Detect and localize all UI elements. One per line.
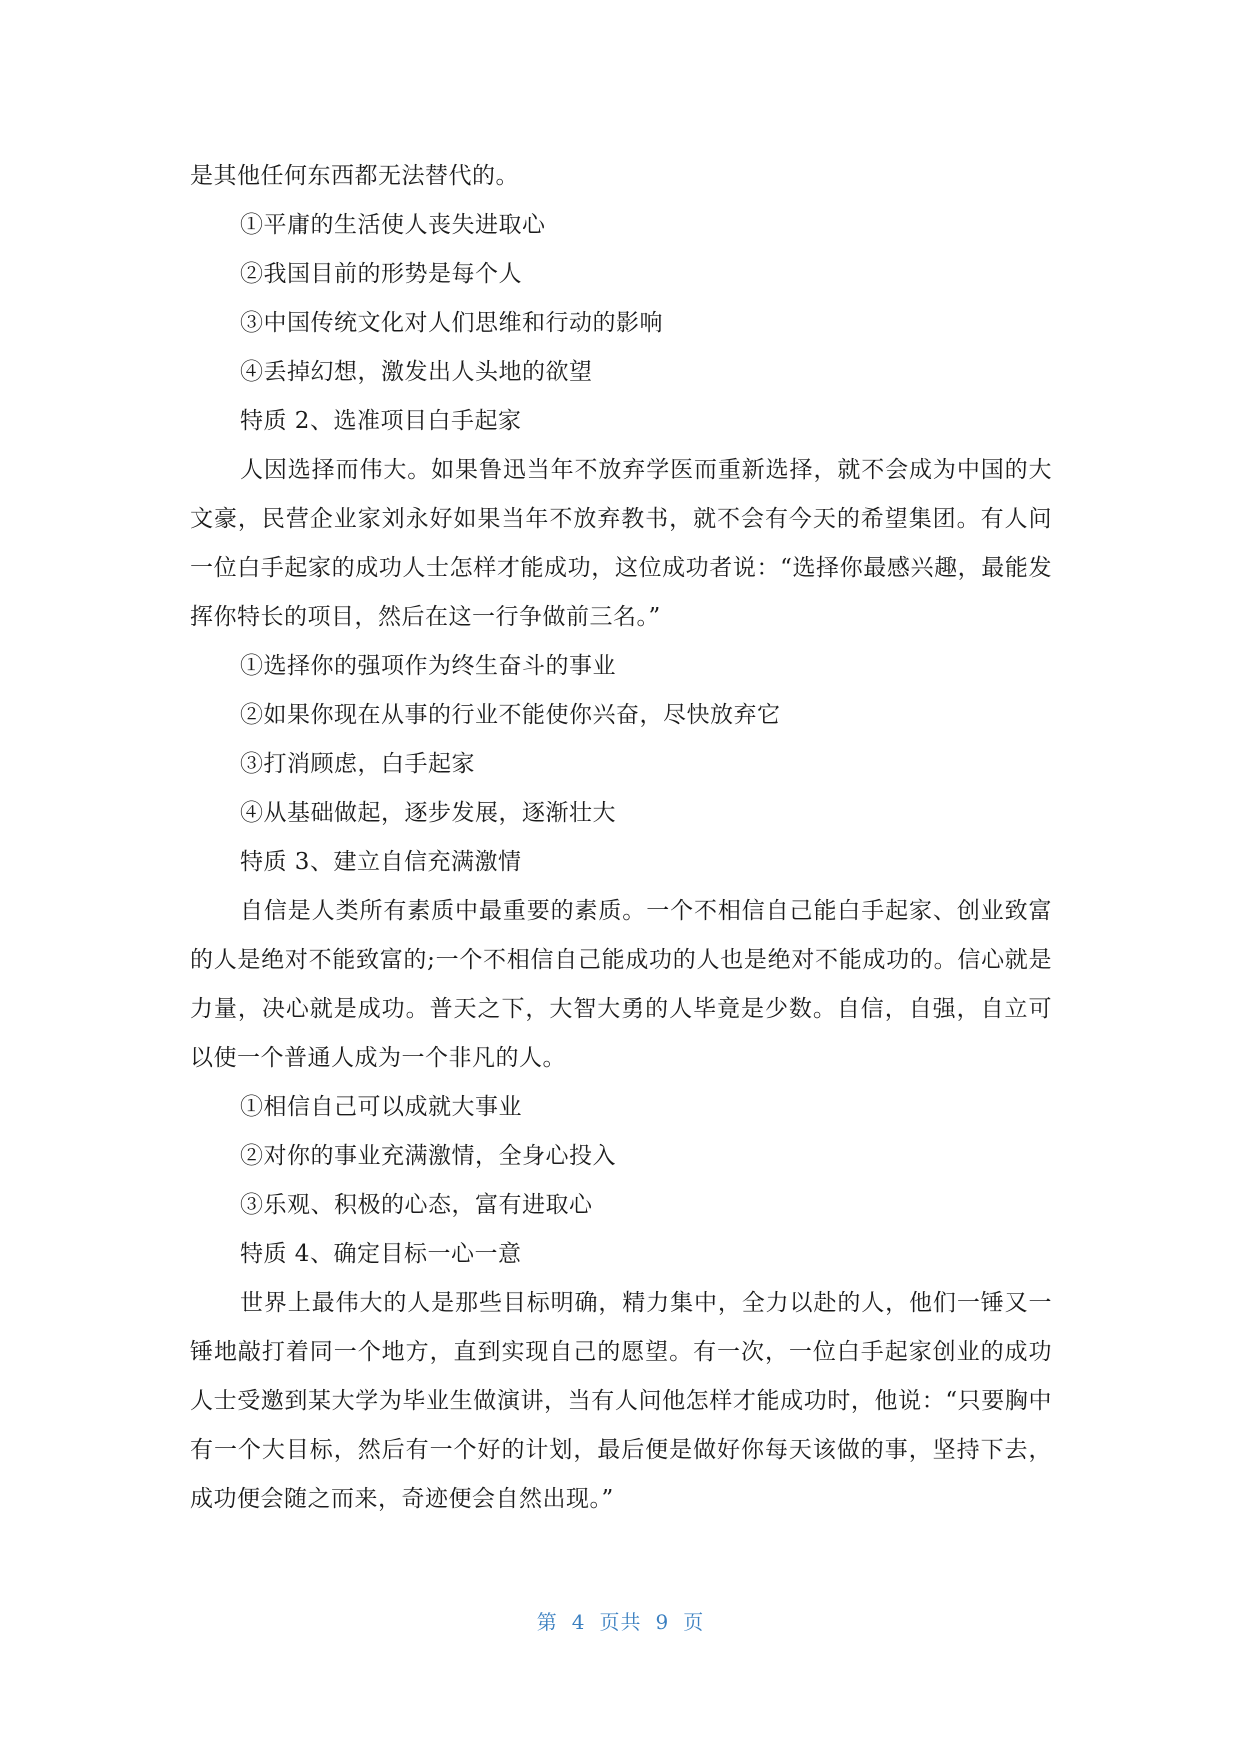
page-footer	[0, 1606, 1241, 1635]
list-item: ③乐观、积极的心态，富有进取心	[240, 1192, 593, 1218]
list-item: ③打消顾虑，白手起家	[240, 751, 475, 777]
section-heading: 特质 4、确定目标一心一意	[240, 1241, 522, 1267]
list-item: ②如果你现在从事的行业不能使你兴奋，尽快放弃它	[240, 702, 781, 728]
list-item: ①选择你的强项作为终生奋斗的事业	[240, 653, 616, 679]
footer-middle: 页共	[599, 1610, 642, 1634]
footer-suffix: 页	[683, 1610, 705, 1634]
list-item: ①平庸的生活使人丧失进取心	[240, 212, 546, 238]
list-item: ①相信自己可以成就大事业	[240, 1094, 522, 1120]
section-heading: 特质 2、选准项目白手起家	[240, 408, 522, 434]
list-item: ②对你的事业充满激情，全身心投入	[240, 1143, 616, 1169]
current-page-number: 4	[571, 1610, 586, 1634]
paragraph: 自信是人类所有素质中最重要的素质。一个不相信自己能白手起家、创业致富的人是绝对不能致富的;一个不相信自己能成功的人也是绝对不能成功的。信心就是力量，决心就是成功。普天之下，大智大勇的人毕竟是少数。自信，自强，自立可以使一个普通人成为一个非凡的人。	[190, 898, 1052, 1071]
paragraph: 是其他任何东西都无法替代的。	[190, 163, 519, 189]
section-heading: 特质 3、建立自信充满激情	[240, 849, 522, 875]
list-item: ④从基础做起，逐步发展，逐渐壮大	[240, 800, 616, 826]
total-pages-number: 9	[655, 1610, 670, 1634]
document-body	[190, 152, 1052, 1524]
paragraph: 世界上最伟大的人是那些目标明确，精力集中，全力以赴的人，他们一锤又一锤地敲打着同一个地方，直到实现自己的愿望。有一次，一位白手起家创业的成功人士受邀到某大学为毕业生做演讲，当有人问他怎样才能成功时，他说：“只要胸中有一个大目标，然后有一个好的计划，最后便是做好你每天该做的事，坚持下去，成功便会随之而来，奇迹便会自然出现。”	[190, 1290, 1052, 1512]
paragraph: 人因选择而伟大。如果鲁迅当年不放弃学医而重新选择，就不会成为中国的大文豪，民营企业家刘永好如果当年不放弃教书，就不会有今天的希望集团。有人问一位白手起家的成功人士怎样才能成功，这位成功者说：“选择你最感兴趣，最能发挥你特长的项目，然后在这一行争做前三名。”	[190, 457, 1052, 630]
list-item: ②我国目前的形势是每个人	[240, 261, 522, 287]
footer-prefix: 第	[536, 1610, 558, 1634]
list-item: ④丢掉幻想，激发出人头地的欲望	[240, 359, 593, 385]
list-item: ③中国传统文化对人们思维和行动的影响	[240, 310, 663, 336]
